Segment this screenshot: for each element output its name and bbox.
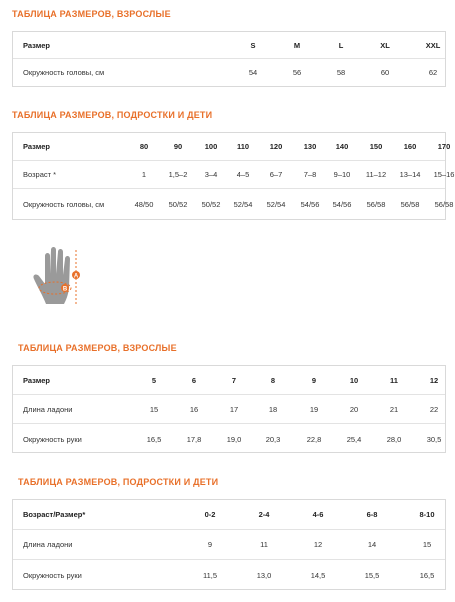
- column-header: XL: [380, 40, 390, 50]
- column-header: 6: [191, 375, 197, 385]
- column-header: 160: [403, 142, 417, 151]
- table-cell: 16,5: [419, 571, 435, 580]
- column-header: L: [338, 40, 344, 50]
- table-cell: 11: [260, 540, 268, 549]
- table-cell: 28,0: [386, 434, 402, 444]
- table-cell: 9–10: [333, 170, 351, 179]
- column-header: 140: [335, 142, 349, 151]
- table-cell: 18: [268, 404, 278, 414]
- table-cell: 56/58: [366, 199, 386, 209]
- size-table-adult-headwear: [12, 31, 446, 87]
- row-label: Окружность головы, см: [23, 199, 105, 209]
- table-cell: 22: [429, 404, 439, 414]
- header-label: Возраст/Размер*: [23, 510, 86, 519]
- table-cell: 11,5: [202, 571, 218, 580]
- table-cell: 14,5: [310, 571, 326, 580]
- table-row: [13, 530, 445, 560]
- column-header: 7: [231, 375, 237, 385]
- table-row: [13, 59, 445, 86]
- table-header-row: [13, 366, 445, 395]
- header-label: Размер: [23, 375, 51, 385]
- table-cell: 19: [309, 404, 319, 414]
- row-label: Окружность руки: [23, 571, 82, 580]
- column-header: 10: [349, 375, 359, 385]
- column-header: 150: [369, 142, 383, 151]
- table-cell: 54: [248, 68, 258, 77]
- table-cell: 50/52: [201, 199, 221, 209]
- header-label: Размер: [23, 142, 51, 151]
- table-cell: 15,5: [364, 571, 380, 580]
- table-cell: 25,4: [346, 434, 362, 444]
- column-header: M: [293, 40, 301, 50]
- row-label: Длина ладони: [23, 404, 73, 414]
- header-label: Размер: [23, 40, 51, 50]
- table-cell: 13,0: [256, 571, 272, 580]
- row-label: Окружность головы, см: [23, 68, 105, 77]
- table-cell: 20,3: [265, 434, 281, 444]
- column-header: 8: [270, 375, 276, 385]
- section-title-kids-headwear: ТАБЛИЦА РАЗМЕРОВ, ПОДРОСТКИ И ДЕТИ: [12, 110, 213, 120]
- table-cell: 13–14: [399, 170, 421, 179]
- section-title-kids-gloves: ТАБЛИЦА РАЗМЕРОВ, ПОДРОСТКИ И ДЕТИ: [18, 477, 219, 487]
- table-header-row: [13, 500, 445, 530]
- table-cell: 17: [229, 404, 239, 414]
- table-cell: 56: [292, 68, 302, 77]
- table-cell: 9: [207, 540, 213, 549]
- column-header: 2-4: [258, 510, 270, 519]
- column-header: 120: [269, 142, 283, 151]
- column-header: 6-8: [366, 510, 378, 519]
- row-label: Возраст *: [23, 170, 57, 179]
- table-cell: 48/50: [134, 199, 154, 209]
- column-header: 170: [437, 142, 451, 151]
- section-title-adult-headwear: ТАБЛИЦА РАЗМЕРОВ, ВЗРОСЛЫЕ: [12, 9, 171, 19]
- table-cell: 3–4: [204, 170, 218, 179]
- table-cell: 11–12: [365, 170, 387, 179]
- table-cell: 58: [336, 68, 346, 77]
- column-header: 0-2: [204, 510, 216, 519]
- table-cell: 19,0: [226, 434, 242, 444]
- table-row: [13, 395, 445, 424]
- column-header: 4-6: [312, 510, 324, 519]
- table-row: [13, 424, 445, 454]
- table-cell: 62: [428, 68, 438, 77]
- column-header: 12: [429, 375, 439, 385]
- column-header: 8-10: [419, 510, 435, 519]
- table-cell: 1: [141, 170, 147, 179]
- table-header-row: [13, 133, 451, 161]
- marker-a-label: A: [73, 273, 79, 280]
- size-table-kids-headwear: [12, 132, 455, 220]
- column-header: 110: [236, 142, 250, 151]
- column-header: 5: [151, 375, 157, 385]
- table-cell: 14: [367, 540, 377, 549]
- marker-b-label: B: [62, 286, 68, 293]
- table-cell: 54/56: [300, 199, 320, 209]
- table-cell: 15–16: [433, 170, 455, 179]
- table-row: [13, 161, 455, 189]
- table-cell: 56/58: [434, 199, 454, 209]
- table-cell: 54/56: [332, 199, 352, 209]
- table-cell: 52/54: [233, 199, 253, 209]
- table-row: [13, 189, 454, 219]
- column-header: 130: [303, 142, 317, 151]
- table-cell: 22,8: [306, 434, 322, 444]
- table-cell: 4–5: [236, 170, 250, 179]
- table-row: [13, 560, 445, 591]
- table-header-row: [13, 32, 445, 59]
- table-cell: 16: [189, 404, 199, 414]
- size-table-adult-gloves: [12, 365, 446, 453]
- column-header: 100: [204, 142, 218, 151]
- table-cell: 12: [313, 540, 323, 549]
- table-cell: 7–8: [303, 170, 317, 179]
- column-header: S: [250, 40, 256, 50]
- table-cell: 30,5: [426, 434, 442, 444]
- column-header: 9: [311, 375, 317, 385]
- table-cell: 15: [149, 404, 159, 414]
- table-cell: 1,5–2: [168, 170, 188, 179]
- row-label: Окружность руки: [23, 434, 82, 444]
- column-header: XXL: [425, 40, 441, 50]
- table-cell: 52/54: [266, 199, 286, 209]
- table-cell: 56/58: [400, 199, 420, 209]
- column-header: 11: [390, 375, 398, 385]
- glove-icon: [31, 244, 87, 316]
- table-cell: 20: [349, 404, 359, 414]
- column-header: 90: [173, 142, 183, 151]
- hand-measurement-diagram: [31, 244, 87, 316]
- row-label: Длина ладони: [23, 540, 73, 549]
- table-cell: 17,8: [186, 434, 202, 444]
- table-cell: 16,5: [146, 434, 162, 444]
- size-table-kids-gloves: [12, 499, 446, 590]
- column-header: 80: [139, 142, 149, 151]
- table-cell: 60: [380, 68, 390, 77]
- table-cell: 15: [422, 540, 432, 549]
- table-cell: 21: [389, 404, 399, 414]
- section-title-adult-gloves: ТАБЛИЦА РАЗМЕРОВ, ВЗРОСЛЫЕ: [18, 343, 177, 353]
- table-cell: 50/52: [168, 199, 188, 209]
- table-cell: 6–7: [269, 170, 283, 179]
